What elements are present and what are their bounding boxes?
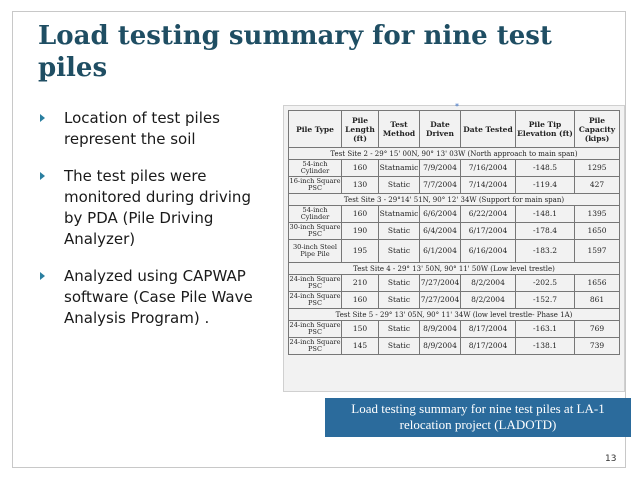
cell-pile-type: 54-inch Cylinder — [289, 160, 342, 177]
cell-method: Static — [379, 292, 420, 309]
cell-capacity: 739 — [575, 338, 620, 355]
cell-driven: 6/4/2004 — [420, 223, 461, 240]
table-row — [289, 223, 620, 240]
cell-elevation: -202.5 — [516, 275, 575, 292]
cell-capacity: 1650 — [575, 223, 620, 240]
bullet-item — [40, 108, 272, 150]
table-row — [289, 338, 620, 355]
table-row — [289, 275, 620, 292]
cell-driven: 7/7/2004 — [420, 177, 461, 194]
table-site-row — [289, 309, 620, 321]
site-label: Test Site 3 - 29°14' 51N, 90° 12' 34W (Support for main span) — [289, 194, 620, 206]
cell-method: Static — [379, 223, 420, 240]
header-date-tested: Date Tested — [461, 111, 516, 148]
bullet-arrow-icon — [40, 172, 45, 180]
bullet-item — [40, 266, 272, 329]
cell-method: Static — [379, 177, 420, 194]
cell-capacity: 1597 — [575, 240, 620, 263]
table-site-row — [289, 194, 620, 206]
cell-elevation: -148.5 — [516, 160, 575, 177]
cell-pile-type: 24-inch Square PSC — [289, 291, 341, 307]
cell-tested: 7/16/2004 — [461, 160, 516, 177]
cell-pile-type: 24-inch Square PSC — [289, 274, 341, 290]
table-caption: Load testing summary for nine test piles at LA-1 relocation project (LADOTD) — [325, 398, 631, 437]
bullet-text: Analyzed using CAPWAP software (Case Pile Wave Analysis Program) . — [64, 267, 253, 327]
bullet-text: The test piles were monitored during driving by PDA (Pile Driving Analyzer) — [64, 167, 251, 248]
cell-elevation: -148.1 — [516, 206, 575, 223]
cell-driven: 6/6/2004 — [420, 206, 461, 223]
cell-pile-type: 24-inch Square PSC — [289, 320, 341, 336]
header-pile-tip-elevation: Pile Tip Elevation (ft) — [516, 111, 575, 148]
page-number: 13 — [605, 454, 617, 464]
cell-tested: 8/17/2004 — [461, 338, 516, 355]
table-site-row — [289, 148, 620, 160]
cell-method: Static — [379, 321, 420, 338]
site-label: Test Site 4 - 29° 13' 50N, 90° 11' 50W (Low level trestle) — [289, 263, 620, 275]
cell-tested: 7/14/2004 — [461, 177, 516, 194]
cell-length: 150 — [342, 321, 379, 338]
slide-title: Load testing summary for nine test piles — [38, 21, 552, 83]
cell-pile-type: 16-inch Square PSC — [289, 176, 341, 192]
cell-capacity: 769 — [575, 321, 620, 338]
cell-tested: 8/2/2004 — [461, 292, 516, 309]
bullet-arrow-icon — [40, 114, 45, 122]
cell-method: Static — [379, 338, 420, 355]
cell-length: 160 — [342, 206, 379, 223]
cell-tested: 6/16/2004 — [461, 240, 516, 263]
table-row — [289, 321, 620, 338]
cell-driven: 6/1/2004 — [420, 240, 461, 263]
cell-pile-type: 24-inch Square PSC — [289, 337, 341, 353]
header-pile-type: Pile Type — [289, 111, 342, 148]
cell-length: 160 — [342, 160, 379, 177]
cell-length: 145 — [342, 338, 379, 355]
cell-elevation: -178.4 — [516, 223, 575, 240]
cell-length: 130 — [342, 177, 379, 194]
cell-pile-type: 30-inch Steel Pipe Pile — [289, 240, 342, 263]
cell-driven: 8/9/2004 — [420, 338, 461, 355]
table-row — [289, 240, 620, 263]
cell-driven: 7/27/2004 — [420, 275, 461, 292]
cell-tested: 8/2/2004 — [461, 275, 516, 292]
cell-pile-type: 54-inch Cylinder — [289, 206, 342, 223]
cell-driven: 7/27/2004 — [420, 292, 461, 309]
cell-elevation: -152.7 — [516, 292, 575, 309]
table-row — [289, 160, 620, 177]
cell-capacity: 1656 — [575, 275, 620, 292]
bullet-text: Location of test piles represent the soil — [64, 109, 220, 148]
cell-capacity: 861 — [575, 292, 620, 309]
cell-tested: 6/22/2004 — [461, 206, 516, 223]
table-mark: * — [455, 102, 459, 111]
cell-length: 210 — [342, 275, 379, 292]
table-image — [283, 105, 625, 392]
cell-length: 190 — [342, 223, 379, 240]
bullet-item — [40, 166, 272, 250]
cell-pile-type: 30-inch Square PSC — [289, 222, 341, 238]
header-pile-length: Pile Length (ft) — [342, 111, 379, 148]
cell-capacity: 427 — [575, 177, 620, 194]
header-test-method: Test Method — [379, 111, 420, 148]
cell-tested: 8/17/2004 — [461, 321, 516, 338]
cell-length: 195 — [342, 240, 379, 263]
bullet-list — [40, 108, 272, 345]
cell-elevation: -138.1 — [516, 338, 575, 355]
cell-driven: 8/9/2004 — [420, 321, 461, 338]
bullet-arrow-icon — [40, 272, 45, 280]
cell-method: Static — [379, 275, 420, 292]
cell-method: Static — [379, 240, 420, 263]
site-label: Test Site 5 - 29° 13' 05N, 90° 11' 34W (low level trestle- Phase 1A) — [289, 309, 620, 321]
table-row — [289, 206, 620, 223]
cell-method: Statnamic — [379, 160, 420, 177]
site-label: Test Site 2 - 29° 15' 00N, 90° 13' 03W (North approach to main span) — [289, 148, 620, 160]
cell-elevation: -183.2 — [516, 240, 575, 263]
header-pile-capacity: Pile Capacity (kips) — [575, 111, 620, 148]
header-date-driven: Date Driven — [420, 111, 461, 148]
cell-tested: 6/17/2004 — [461, 223, 516, 240]
cell-driven: 7/9/2004 — [420, 160, 461, 177]
table-row — [289, 177, 620, 194]
cell-length: 160 — [342, 292, 379, 309]
table-header-row — [289, 111, 620, 148]
table-row — [289, 292, 620, 309]
table-site-row — [289, 263, 620, 275]
cell-method: Statnamic — [379, 206, 420, 223]
cell-capacity: 1295 — [575, 160, 620, 177]
cell-capacity: 1395 — [575, 206, 620, 223]
cell-elevation: -119.4 — [516, 177, 575, 194]
cell-elevation: -163.1 — [516, 321, 575, 338]
pile-test-table — [288, 110, 620, 355]
